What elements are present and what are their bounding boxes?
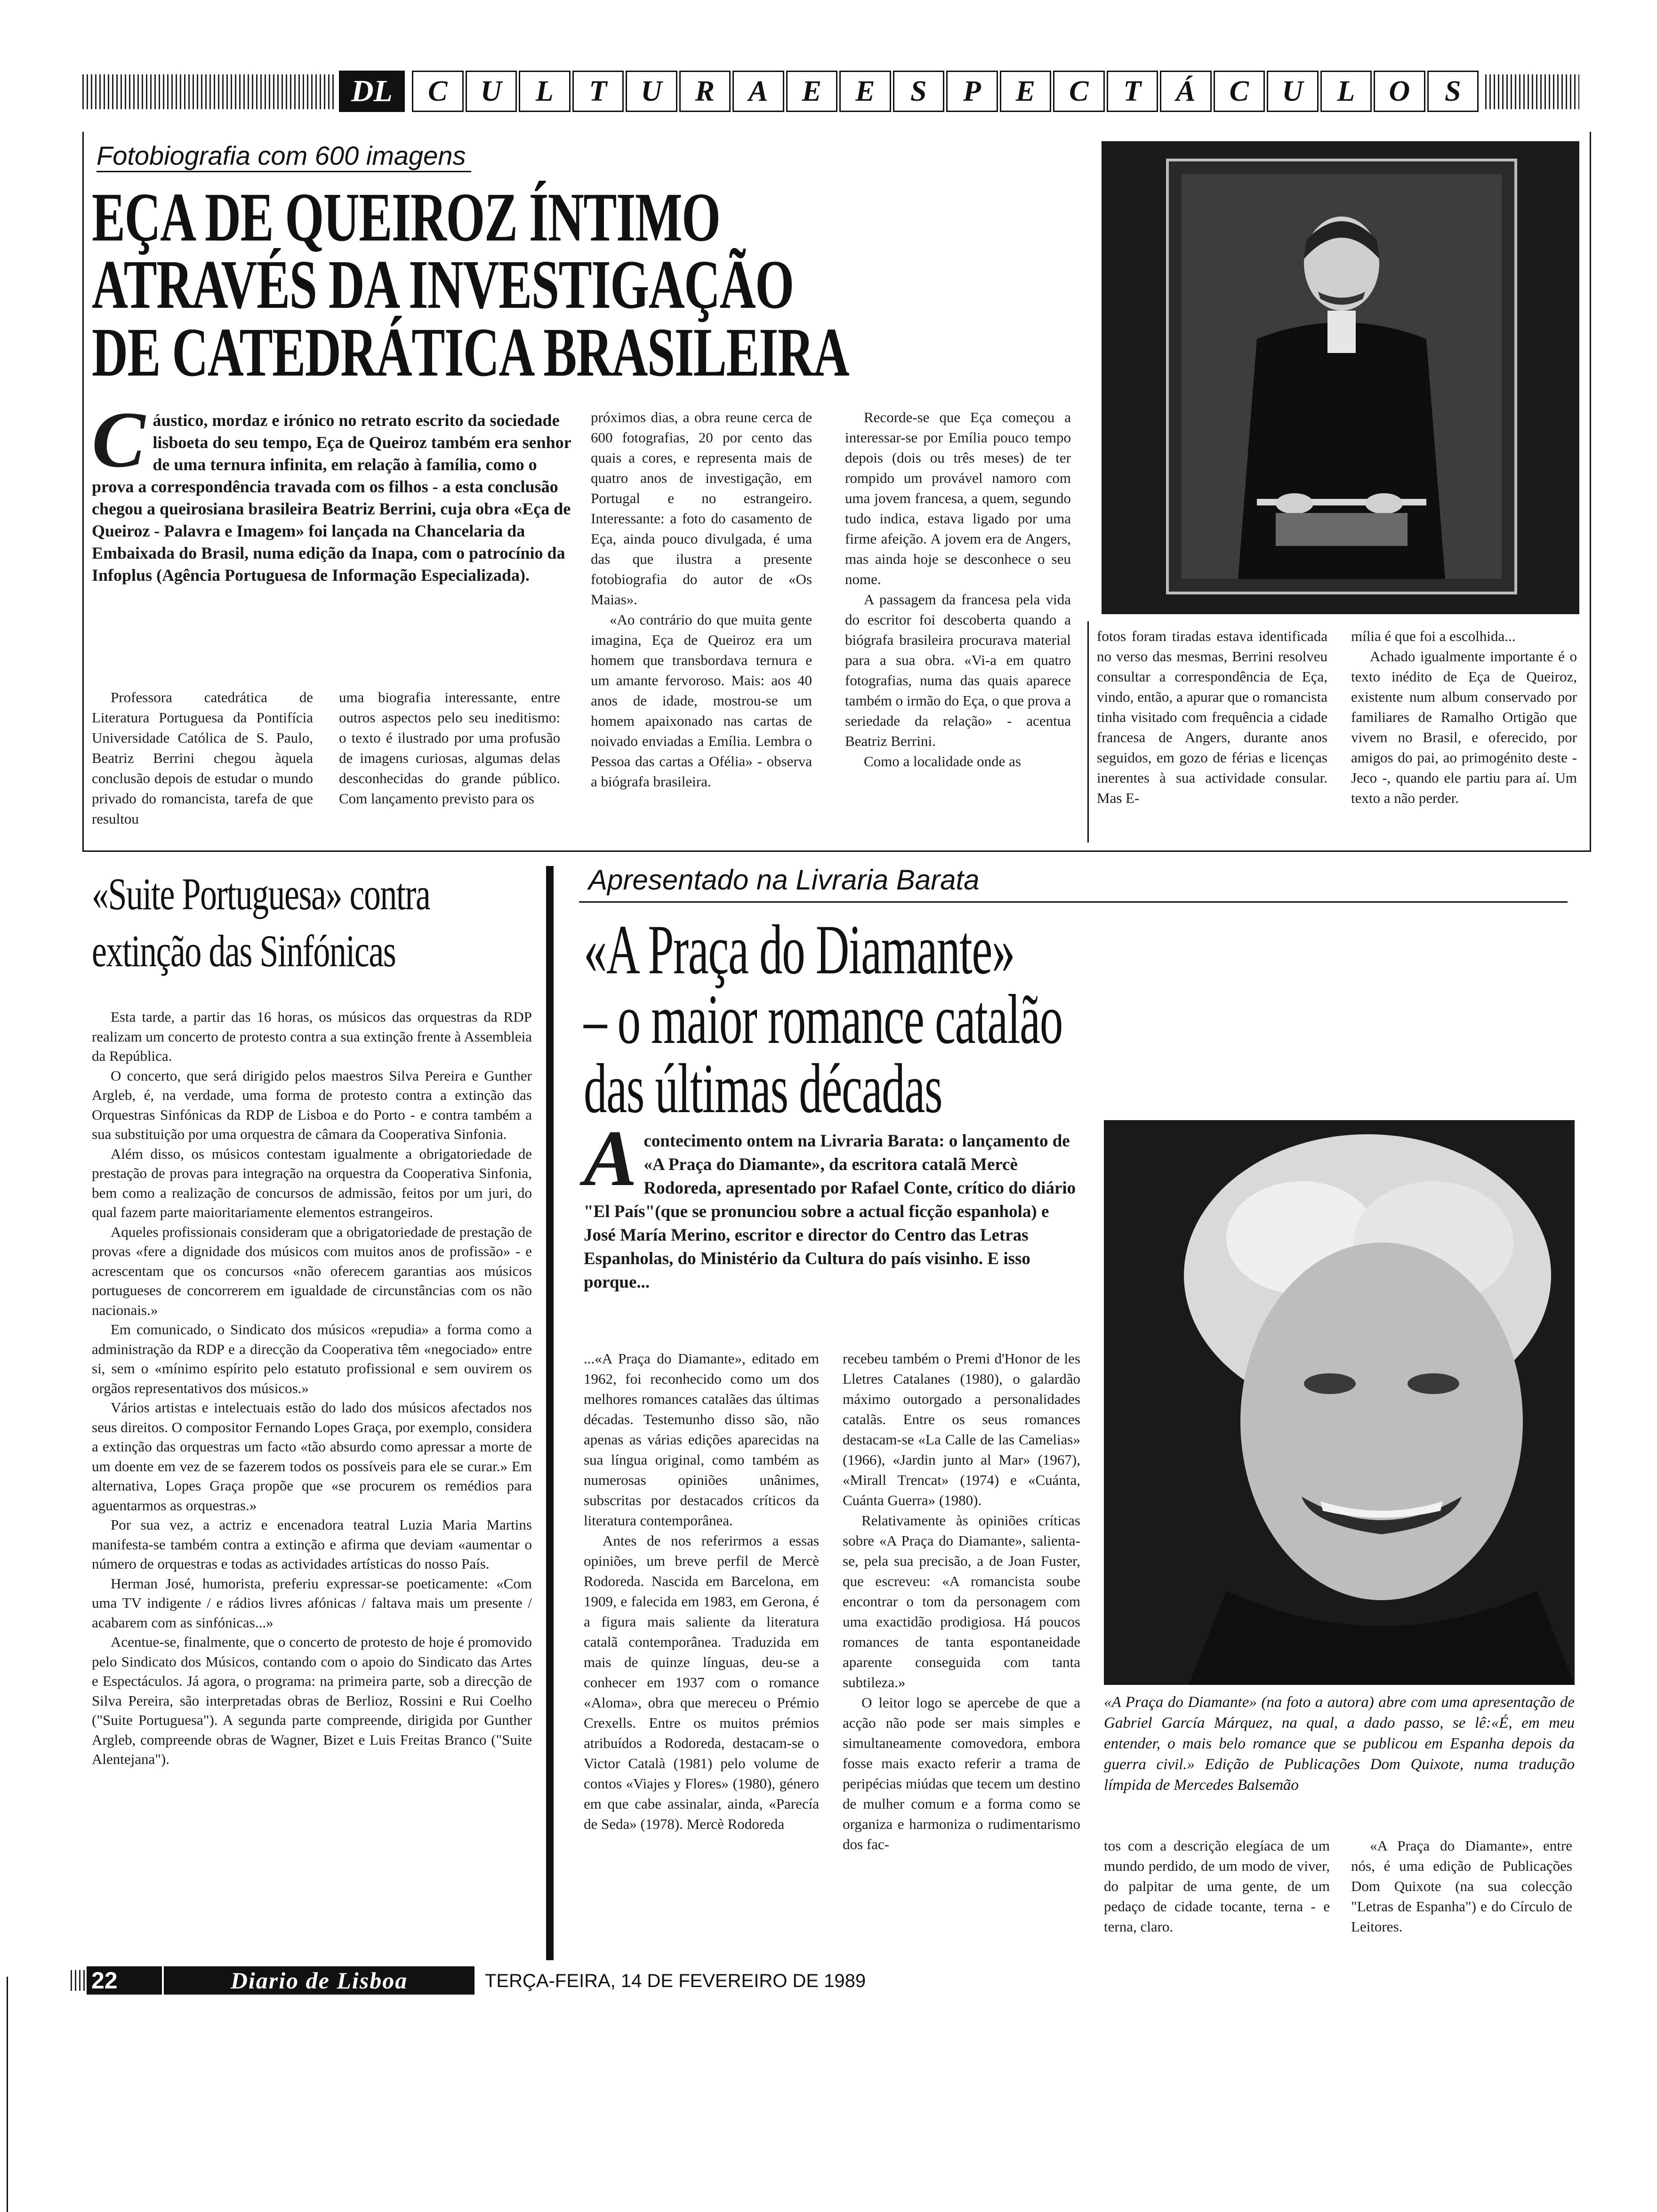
praca-column-4: [1351, 1835, 1572, 1937]
paragraph: fotos foram tiradas estava identificada no verso das mesmas, Berrini resolveu consultar a correspondência de Eça, vindo, então, a apurar que o romancista tinha visitado com frequência a cidade francesa de Angers, durante anos seguidos, em gozo de férias e licenças inerentes à sua actividade consular. Mas E-: [1097, 628, 1327, 806]
section-title-letter: Á: [1160, 71, 1212, 112]
footer-hatch: [71, 1970, 85, 1991]
section-title-letter: O: [1374, 71, 1425, 112]
section-title-letter: T: [572, 71, 624, 112]
photo-divider: [1087, 621, 1089, 842]
section-title: [412, 71, 1480, 112]
paragraph: próximos dias, a obra reune cerca de 600 fotografias, 20 por cento das quais a cores, e representa mais de quatro anos de investigação, em Portugal e no estrangeiro. Interessante: a foto do casamento de Eça, ainda pouco divulgada, é uma das que ilustra a presente fotobiografia do autor de «Os Maias».: [591, 409, 812, 608]
paragraph: Professora catedrática de Literatura Portuguesa da Pontifícia Universidade Católica de S. Paulo, Beatriz Berrini chegou àquela conclusão depois de estudar o mundo privado do romancista, tarefa de que resultou: [92, 689, 313, 827]
paragraph: O leitor logo se apercebe de que a acção não pode ser mais simples e simultaneamente comovedora, embora fosse mais exacto referir a trama de peripécias miúdas que tecem um destino de mulher comum e a forma como se organiza e harmoniza o rudimentarismo dos fac-: [843, 1694, 1080, 1852]
dropcap: C: [92, 395, 145, 484]
paragraph: «Ao contrário do que muita gente imagina, Eça de Queiroz era um homem que transbordava ternura e um amante fervoroso. Mais: aos 40 anos de idade, mostrou-se um homem apaixonado nas cartas de noivado enviadas a Emília. Lembra o Pessoa das cartas a Ofélia» - observa a biógrafa brasileira.: [591, 611, 812, 790]
section-title-letter: L: [1320, 71, 1372, 112]
article-headline-praca: [584, 913, 1290, 1126]
paragraph: Como a localidade onde as: [864, 753, 1022, 769]
scan-margin-line: [7, 1977, 8, 2212]
body-column-6: [1351, 626, 1577, 808]
headline-line-3: DE CATEDRÁTICA BRASILEIRA: [92, 313, 849, 391]
portrait-photo-rodoreda: [1104, 1120, 1575, 1685]
kicker-underline: [579, 901, 1568, 903]
headline-line-1: «Suite Portuguesa» contra: [92, 869, 430, 919]
section-title-letter: C: [1214, 71, 1265, 112]
body-column-5: [1097, 626, 1327, 808]
paragraph: mília é que foi a escolhida...: [1351, 628, 1516, 644]
lead-text: contecimento ontem na Livraria Barata: o lançamento de «A Praça do Diamante», da escritora catalã Mercè Rodoreda, apresentado por Rafael Conte, crítico do diário "El País"(que se pronunciou sobre a actual ficção espanhola) e José María Merino, escritor e director do Centro das Letras Espanholas, do Ministério da Cultura do país visinho. E isso porque...: [584, 1131, 1076, 1292]
paragraph: Relativamente às opiniões críticas sobre «A Praça do Diamante», salienta-se, pela sua precisão, a de Joan Fuster, que escreveu: «A romancista soube encontrar o tom da personagem com uma exactidão prodigiosa. Há poucos romances de tanta espontaneidade aparente conseguida com tanta subtileza.»: [843, 1512, 1080, 1691]
article-lead: [584, 1114, 1083, 1294]
page-number: 22: [87, 1966, 162, 1995]
paragraph: Além disso, os músicos contestam igualmente a obrigatoriedade de prestação de provas para integração na orquestra da Cooperativa Sinfonia, bem como a realização de concursos de admissão, feitos por um juri, do qual fazem parte maioritariamente elementos estrangeiros.: [92, 1145, 532, 1220]
paragraph: recebeu também o Premi d'Honor de les Lletres Catalanes (1980), o galardão máximo outorgado a personalidades catalãs. Entre os seus romances destacam-se «La Calle de las Camelias» (1966), «Jardin junto al Mar» (1967), «Mirall Trencat» (1974) e «Cuánta, Cuánta Guerra» (1980).: [843, 1350, 1080, 1508]
headline-line-1: «A Praça do Diamante»: [584, 911, 1015, 989]
body-column-2: [339, 687, 560, 809]
column-divider-thick: [546, 866, 554, 1960]
section-title-letter: L: [519, 71, 571, 112]
section-title-letter: C: [1053, 71, 1105, 112]
section-banner: [82, 71, 1579, 112]
section-title-letter: U: [466, 71, 517, 112]
body-column-3: [591, 407, 812, 792]
issue-date: TERÇA-FEIRA, 14 DE FEVEREIRO DE 1989: [485, 1971, 866, 1991]
page-footer: [71, 1966, 866, 1995]
paragraph: Por sua vez, a actriz e encenadora teatral Luzia Maria Martins manifesta-se também contra a extinção e afirma que deviam «aumentar o número de orquestras e todas as actividades artísticas do nosso País.: [92, 1516, 532, 1572]
article-body-suite: [92, 1007, 532, 1769]
paragraph: Recorde-se que Eça começou a interessar-se por Emília pouco tempo depois (dois ou três meses) de ter rompido um provável namoro com uma jovem francesa, a quem, segundo tudo indica, estava ligado por uma firme afeição. A jovem era de Angers, mas ainda hoje se desconhece o seu nome.: [845, 409, 1071, 587]
paragraph: tos com a descrição elegíaca de um mundo perdido, de um modo de viver, do palpitar de uma gente, de um pedaço de cidade tocante, terna - e terna, claro.: [1104, 1837, 1330, 1935]
paragraph: uma biografia interessante, entre outros aspectos pelo seu ineditismo: o texto é ilustrado por uma profusão de imagens curiosas, algumas delas desconhecidas do grande público. Com lançamento previsto para os: [339, 689, 560, 807]
section-title-letter: U: [626, 71, 677, 112]
banner-hatch-right: [1485, 74, 1579, 109]
portrait-illustration: [1104, 1120, 1575, 1685]
article-kicker: Apresentado na Livraria Barata: [588, 864, 980, 896]
lead-text: áustico, mordaz e irónico no retrato escrito da sociedade lisboeta do seu tempo, Eça de Queiroz também era senhor de uma ternura infinita, em relação à família, como o prova a correspondência travada com os filhos - a esta conclusão chegou a queirosiana brasileira Beatriz Berrini, cuja obra «Eça de Queiroz - Palavra e Imagem» foi lançada na Chancelaria da Embaixada do Brasil, numa edição da Inapa, com o patrocínio da Infoplus (Agência Portuguesa de Informação Especializada).: [92, 411, 571, 585]
body-column-4: [845, 407, 1071, 771]
section-title-letter: S: [893, 71, 945, 112]
paragraph: «A Praça do Diamante», entre nós, é uma edição de Publicações Dom Quixote (na sua colecção "Letras de Espanha") e do Círculo de Leitores.: [1351, 1837, 1572, 1935]
headline-line-3: das últimas décadas: [584, 1050, 942, 1128]
headline-line-2: extinção das Sinfónicas: [92, 925, 396, 976]
section-title-letter: S: [1427, 71, 1479, 112]
section-title-letter: T: [1107, 71, 1158, 112]
paragraph: Antes de nos referirmos a essas opiniões, um breve perfil de Mercè Rodoreda. Nascida em Barcelona, em 1909, e falecida em 1983, em Gerona, é a figura mais saliente da literatura catalã contemporânea. Traduzida em mais de quinze línguas, deu-se a conhecer em 1937 com o romance «Aloma», obra que mereceu o Prémio Crexells. Entre os muitos prémios atribuídos a Rodoreda, destacam-se o Victor Català (1981) pelo volume de contos «Viajes y Flores» (1980), género em que cabe assinalar, ainda, «Parecía de Seda» (1978). Mercè Rodoreda: [584, 1532, 819, 1832]
section-title-letter: C: [412, 71, 464, 112]
portrait-photo-eca: [1102, 141, 1579, 614]
dropcap: A: [584, 1114, 637, 1202]
paragraph: Em comunicado, o Sindicato dos músicos «repudia» a forma como a administração da RDP e a direcção da Cooperativa têm «negociado» entre si, sem o «mínimo espírito pelo estatuto profissional e sem ouvirem os orgãos representativos dos músicos.»: [92, 1321, 532, 1396]
paragraph: Acentue-se, finalmente, que o concerto de protesto de hoje é promovido pelo Sindicato dos Músicos, contando com o apoio do Sindicato das Artes e Espectáculos. Já agora, o programa: na primeira parte, sob a direcção de Silva Pereira, são interpretadas obras de Berlioz, Rossini e Rui Coelho ("Suite Portuguesa"). A segunda parte compreende, dirigida por Gunther Argleb, compreende obras de Wagner, Bizet e Luis Freitas Branco ("Suite Alentejana").: [92, 1634, 532, 1767]
paragraph: A passagem da francesa pela vida do escritor foi descoberta quando a biógrafa brasileira procurava material para a sua obra. «Vi-a em quatro fotografias, numa das quais aparece também o irmão do Eça, o que prova a seriedade da relação» - acentua Beatriz Berrini.: [845, 591, 1071, 749]
section-title-letter: U: [1267, 71, 1319, 112]
body-column-1: [92, 687, 313, 829]
section-title-letter: E: [839, 71, 891, 112]
paragraph: Esta tarde, a partir das 16 horas, os músicos das orquestras da RDP realizam um concerto de protesto contra a sua extinção frente à Assembleia da República.: [92, 1009, 532, 1064]
paragraph: O concerto, que será dirigido pelos maestros Silva Pereira e Gunther Argleb, é, na verdade, uma forma de protesto contra a extinção das Orquestras Sinfónicas da RDP de Lisboa e do Porto - e contra também a sua substituição por uma orquestra de câmara da Cooperativa Sinfonia.: [92, 1067, 532, 1142]
article-kicker: Fotobiografia com 600 imagens: [97, 140, 471, 172]
paragraph: Herman José, humorista, preferiu expressar-se poeticamente: «Com uma TV indigente / e rádios livres afónicas / faltava mais um presente / acabarem com as sinfónicas...»: [92, 1575, 532, 1631]
article-headline: [92, 181, 1057, 389]
article-lead: [92, 395, 572, 586]
section-title-letter: A: [732, 71, 784, 112]
headline-line-2: ATRAVÉS DA INVESTIGAÇÃO: [92, 246, 794, 324]
portrait-illustration: [1102, 141, 1579, 614]
section-title-letter: R: [679, 71, 731, 112]
headline-line-1: EÇA DE QUEIROZ ÍNTIMO: [92, 179, 720, 256]
section-title-letter: E: [1000, 71, 1052, 112]
praca-column-2: [843, 1348, 1080, 1854]
paragraph: ...«A Praça do Diamante», editado em 1962, foi reconhecido como um dos melhores romances catalães das últimas décadas. Testemunho disso são, não apenas as várias edições aparecidas na sua língua original, como também as numerosas opiniões unânimes, subscritas por destacados críticos da literatura contemporânea.: [584, 1350, 819, 1529]
article-headline-suite: [92, 871, 563, 975]
praca-column-3: [1104, 1835, 1330, 1937]
masthead: Diario de Lisboa: [164, 1966, 475, 1995]
paragraph: Aqueles profissionais consideram que a obrigatoriedade de prestação de provas «fere a dignidade dos músicos com muitos anos de profissão» - e acrescentam que os concursos «não oferecem garantias aos músicos portugueses de concorrerem em igualdade de circunstâncias com os não nacionais.»: [92, 1223, 532, 1318]
section-title-letter: P: [946, 71, 998, 112]
paragraph: Achado igualmente importante é o texto inédito de Eça de Queiroz, existente num album conservado por familiares de Ramalho Ortigão que vivem no Brasil, e oferecido, por amigos do pai, ao primogénito deste - Jeco -, quando ele partiu para aí. Um texto a não perder.: [1351, 648, 1577, 806]
headline-line-2: – o maior romance catalão: [584, 980, 1062, 1058]
publication-logo: DL: [339, 71, 405, 112]
banner-hatch-left: [82, 74, 337, 109]
section-title-letter: E: [786, 71, 838, 112]
paragraph: Vários artistas e intelectuais estão do lado dos músicos afectados nos seus direitos. O compositor Fernando Lopes Graça, por exemplo, considera a extinção das orquestras um facto «tão absurdo como apressar a morte de um doente em vez de se fazerem todos os possíveis para ele se curar.» Em alternativa, Lopes Graça propõe que «se procurem os remédios para aguentarmos as orquestras.»: [92, 1399, 532, 1514]
praca-column-1: [584, 1348, 819, 1834]
photo-caption: «A Praça do Diamante» (na foto a autora) abre com uma apresentação de Gabriel García Márquez, na qual, a dado passo, se lê:«É, em meu entender, o mais belo romance que se publicou em Espanha depois da guerra civil.» Edição de Publicações Dom Quixote, numa tradução límpida de Mercedes Balsemão: [1104, 1694, 1575, 1794]
